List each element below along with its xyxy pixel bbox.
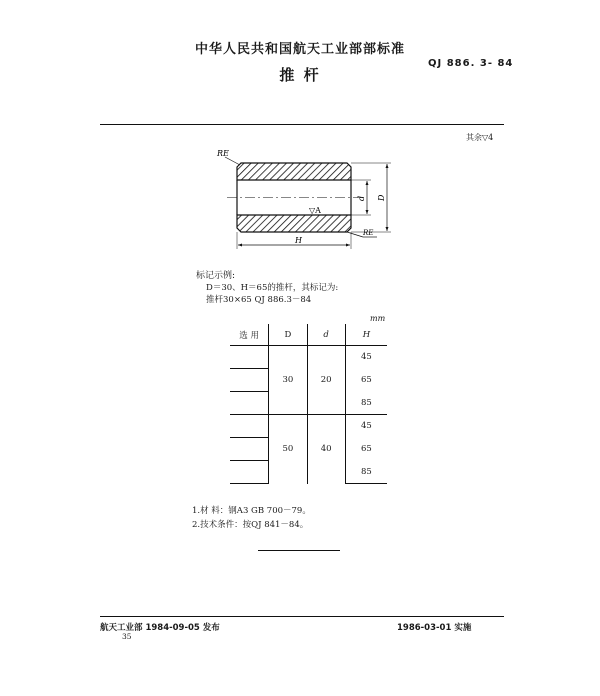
unit-label: mm bbox=[370, 314, 386, 323]
marking-example-condition: D＝30、H＝65的推杆，其标记为: bbox=[206, 283, 339, 293]
cell-H: 65 bbox=[345, 369, 387, 392]
page-number: 35 bbox=[122, 632, 132, 641]
upper-wall-section bbox=[237, 163, 351, 180]
H-arrow-left bbox=[238, 244, 242, 247]
header-selection: 选 用 bbox=[230, 324, 269, 346]
table-row bbox=[230, 346, 387, 369]
effective-date: 1986-03-01 实施 bbox=[397, 623, 472, 633]
end-rule bbox=[258, 550, 340, 551]
inner-diameter-label: d bbox=[357, 195, 366, 201]
header-H: H bbox=[345, 324, 387, 346]
d-arrow-bottom bbox=[366, 210, 369, 214]
length-label: H bbox=[295, 236, 302, 245]
selection-cell bbox=[230, 415, 269, 438]
header-d: d bbox=[307, 324, 345, 346]
marking-example-designation: 推杆30×65 QJ 886.3－84 bbox=[206, 295, 312, 305]
d-arrow-top bbox=[366, 181, 369, 185]
re-top-leader bbox=[225, 157, 240, 165]
selection-cell bbox=[230, 346, 269, 369]
finish-symbol: ▽A bbox=[309, 206, 321, 215]
footer-rule bbox=[100, 616, 504, 617]
cell-d: 40 bbox=[307, 415, 345, 484]
D-arrow-top bbox=[386, 164, 389, 168]
cell-H: 45 bbox=[345, 346, 387, 369]
header-D: D bbox=[269, 324, 307, 346]
material-note: 1.材 料：钢A3 GB 700－79。 bbox=[192, 506, 311, 516]
marking-example-title: 标记示例: bbox=[196, 271, 236, 281]
technical-condition-note: 2.技术条件：按QJ 841－84。 bbox=[192, 520, 309, 530]
re-bottom-leader bbox=[347, 232, 363, 237]
selection-cell bbox=[230, 461, 269, 484]
cell-D: 50 bbox=[269, 415, 307, 484]
standard-code: QJ 886. 3- 84 bbox=[428, 58, 514, 69]
push-rod-drawing bbox=[205, 145, 405, 253]
cell-H: 85 bbox=[345, 461, 387, 484]
selection-cell bbox=[230, 369, 269, 392]
outer-diameter-label: D bbox=[377, 194, 386, 201]
standard-organization-title: 中华人民共和国航天工业部部标准 bbox=[194, 42, 405, 57]
H-arrow-right bbox=[346, 244, 350, 247]
cell-H: 85 bbox=[345, 392, 387, 415]
selection-cell bbox=[230, 438, 269, 461]
cell-H: 45 bbox=[345, 415, 387, 438]
header-rule bbox=[100, 124, 504, 125]
roughness-note: 其余▽4 bbox=[466, 133, 494, 142]
cell-H: 65 bbox=[345, 438, 387, 461]
cell-d: 20 bbox=[307, 346, 345, 415]
table-row bbox=[230, 415, 387, 438]
dimension-table bbox=[230, 324, 387, 484]
part-name: 推 杆 bbox=[279, 66, 321, 84]
lower-wall-section bbox=[237, 215, 351, 232]
re-top-label: RE bbox=[217, 149, 229, 158]
re-bottom-label: RE bbox=[363, 229, 374, 237]
D-arrow-bottom bbox=[386, 227, 389, 231]
table-header-row bbox=[230, 324, 387, 346]
issue-date: 航天工业部 1984-09-05 发布 bbox=[100, 623, 220, 633]
cell-D: 30 bbox=[269, 346, 307, 415]
selection-cell bbox=[230, 392, 269, 415]
